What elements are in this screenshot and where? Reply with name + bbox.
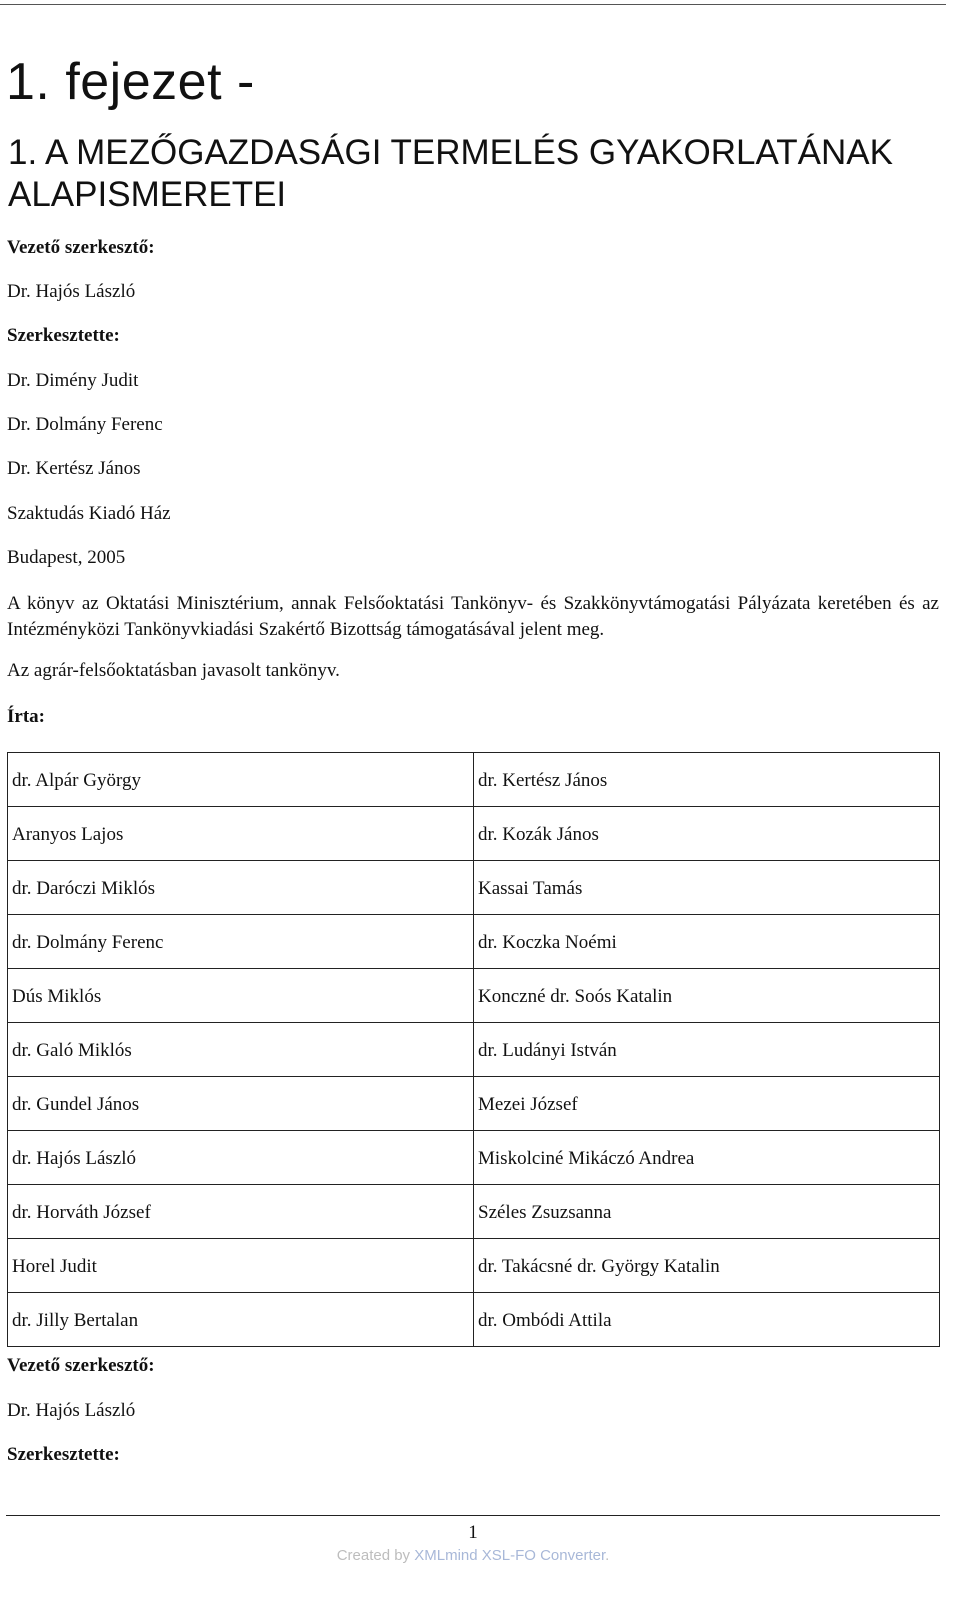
author-cell: dr. Galó Miklós <box>8 1023 474 1077</box>
table-row <box>8 969 940 1023</box>
author-cell: Széles Zsuzsanna <box>474 1185 940 1239</box>
place-year: Budapest, 2005 <box>7 547 126 568</box>
authors-table <box>7 752 940 1347</box>
lead-editor-name-repeat: Dr. Hajós László <box>7 1400 136 1421</box>
converter-footer <box>0 1547 946 1564</box>
author-cell: dr. Ombódi Attila <box>474 1293 940 1347</box>
written-by-label: Írta: <box>7 706 45 727</box>
table-row <box>8 1131 940 1185</box>
header-rule <box>0 4 946 5</box>
chapter-heading: 1. fejezet - <box>6 53 255 111</box>
footer-prefix: Created by <box>336 1547 411 1564</box>
editor-name: Dr. Dolmány Ferenc <box>7 414 163 435</box>
recommendation: Az agrár-felsőoktatásban javasolt tankönyv. <box>7 660 340 681</box>
table-row <box>8 1077 940 1131</box>
publisher: Szaktudás Kiadó Ház <box>7 503 171 524</box>
author-cell: Horel Judit <box>8 1239 474 1293</box>
author-cell: dr. Daróczi Miklós <box>8 861 474 915</box>
author-cell: dr. Alpár György <box>8 753 474 807</box>
lead-editor-label: Vezető szerkesztő: <box>7 237 155 258</box>
author-cell: dr. Kozák János <box>474 807 940 861</box>
support-paragraph: A könyv az Oktatási Minisztérium, annak Felsőoktatási Tankönyv- és Szakkönyvtámogatási Pályázata keretében és az Intézményközi Tankönyvkiadási Szakértő Bizottság támogatásával jelent meg. <box>7 593 939 640</box>
table-row <box>8 1185 940 1239</box>
author-cell: dr. Ludányi István <box>474 1023 940 1077</box>
author-cell: dr. Horváth József <box>8 1185 474 1239</box>
author-cell: Kassai Tamás <box>474 861 940 915</box>
author-cell: dr. Takácsné dr. György Katalin <box>474 1239 940 1293</box>
editor-name: Dr. Dimény Judit <box>7 370 139 391</box>
edited-by-label: Szerkesztette: <box>7 325 120 346</box>
table-row <box>8 1239 940 1293</box>
section-heading: 1. A MEZŐGAZDASÁGI TERMELÉS GYAKORLATÁNAK ALAPISMERETEI <box>8 133 893 214</box>
footer-suffix: . <box>605 1547 610 1564</box>
author-cell: dr. Gundel János <box>8 1077 474 1131</box>
page-number: 1 <box>468 1522 478 1543</box>
author-cell: Mezei József <box>474 1077 940 1131</box>
author-cell: Dús Miklós <box>8 969 474 1023</box>
author-cell: dr. Kertész János <box>474 753 940 807</box>
author-cell: Aranyos Lajos <box>8 807 474 861</box>
author-cell: dr. Koczka Noémi <box>474 915 940 969</box>
table-row <box>8 807 940 861</box>
table-row <box>8 753 940 807</box>
table-row <box>8 1293 940 1347</box>
lead-editor-label-repeat: Vezető szerkesztő: <box>7 1355 155 1376</box>
author-cell: dr. Hajós László <box>8 1131 474 1185</box>
author-cell: dr. Dolmány Ferenc <box>8 915 474 969</box>
author-cell: Miskolciné Mikáczó Andrea <box>474 1131 940 1185</box>
footer-brand-link[interactable]: XMLmind XSL-FO Converter <box>414 1547 606 1564</box>
lead-editor-name: Dr. Hajós László <box>7 281 136 302</box>
table-row <box>8 915 940 969</box>
table-row <box>8 861 940 915</box>
author-cell: Konczné dr. Soós Katalin <box>474 969 940 1023</box>
footer-rule <box>6 1515 940 1516</box>
edited-by-label-repeat: Szerkesztette: <box>7 1444 120 1465</box>
author-cell: dr. Jilly Bertalan <box>8 1293 474 1347</box>
table-row <box>8 1023 940 1077</box>
editor-name: Dr. Kertész János <box>7 458 141 479</box>
